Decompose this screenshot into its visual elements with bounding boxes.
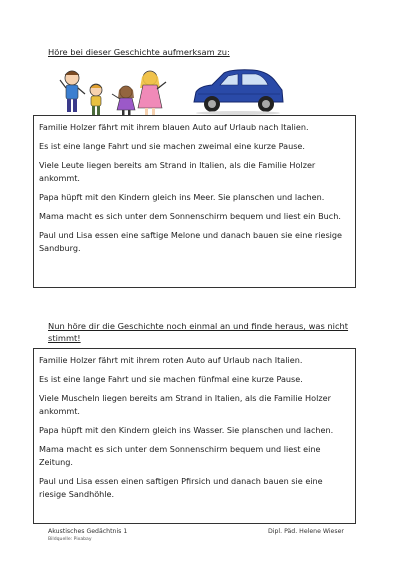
story-paragraph: Mama macht es sich unter dem Sonnenschirm bequem und liest ein Buch. <box>39 211 341 221</box>
story-paragraph: Paul und Lisa essen eine saftige Melone und danach bauen sie eine riesige Sandburg. <box>39 230 343 253</box>
section2-heading: Nun höre dir die Geschichte noch einmal an und finde heraus, was nicht stimmt! <box>48 321 349 343</box>
blue-car-illustration <box>190 68 286 116</box>
story-paragraph: Familie Holzer fährt mit ihrem roten Auto auf Urlaub nach Italien. <box>39 355 303 365</box>
story-box-original <box>33 115 356 288</box>
footer-title: Akustisches Gedächtnis 1 <box>48 528 128 535</box>
story-paragraph: Mama macht es sich unter dem Sonnenschirm bequem und liest eine Zeitung. <box>39 444 321 467</box>
story-paragraph: Familie Holzer fährt mit ihrem blauen Auto auf Urlaub nach Italien. <box>39 122 309 132</box>
family-illustration <box>58 68 170 118</box>
story-paragraph: Paul und Lisa essen einen saftigen Pfirsich und danach bauen sie eine riesige Sandhöhle. <box>39 476 323 499</box>
story-paragraph: Es ist eine lange Fahrt und sie machen fünfmal eine kurze Pause. <box>39 374 303 384</box>
section1-heading: Höre bei dieser Geschichte aufmerksam zu: <box>48 47 230 57</box>
story-paragraph: Viele Muscheln liegen bereits am Strand in Italien, als die Familie Holzer ankommt. <box>39 393 331 416</box>
footer-image-credit: Bildquelle: Pixabay <box>48 537 92 542</box>
story-paragraph: Es ist eine lange Fahrt und sie machen zweimal eine kurze Pause. <box>39 141 305 151</box>
footer-author: Dipl. Päd. Helene Wieser <box>268 528 344 535</box>
story-paragraph: Viele Leute liegen bereits am Strand in Italien, als die Familie Holzer ankommt. <box>39 160 316 183</box>
story-paragraph: Papa hüpft mit den Kindern gleich ins Wasser. Sie planschen und lachen. <box>39 425 334 435</box>
story-box-altered <box>33 348 356 524</box>
story-paragraph: Papa hüpft mit den Kindern gleich ins Meer. Sie planschen und lachen. <box>39 192 325 202</box>
